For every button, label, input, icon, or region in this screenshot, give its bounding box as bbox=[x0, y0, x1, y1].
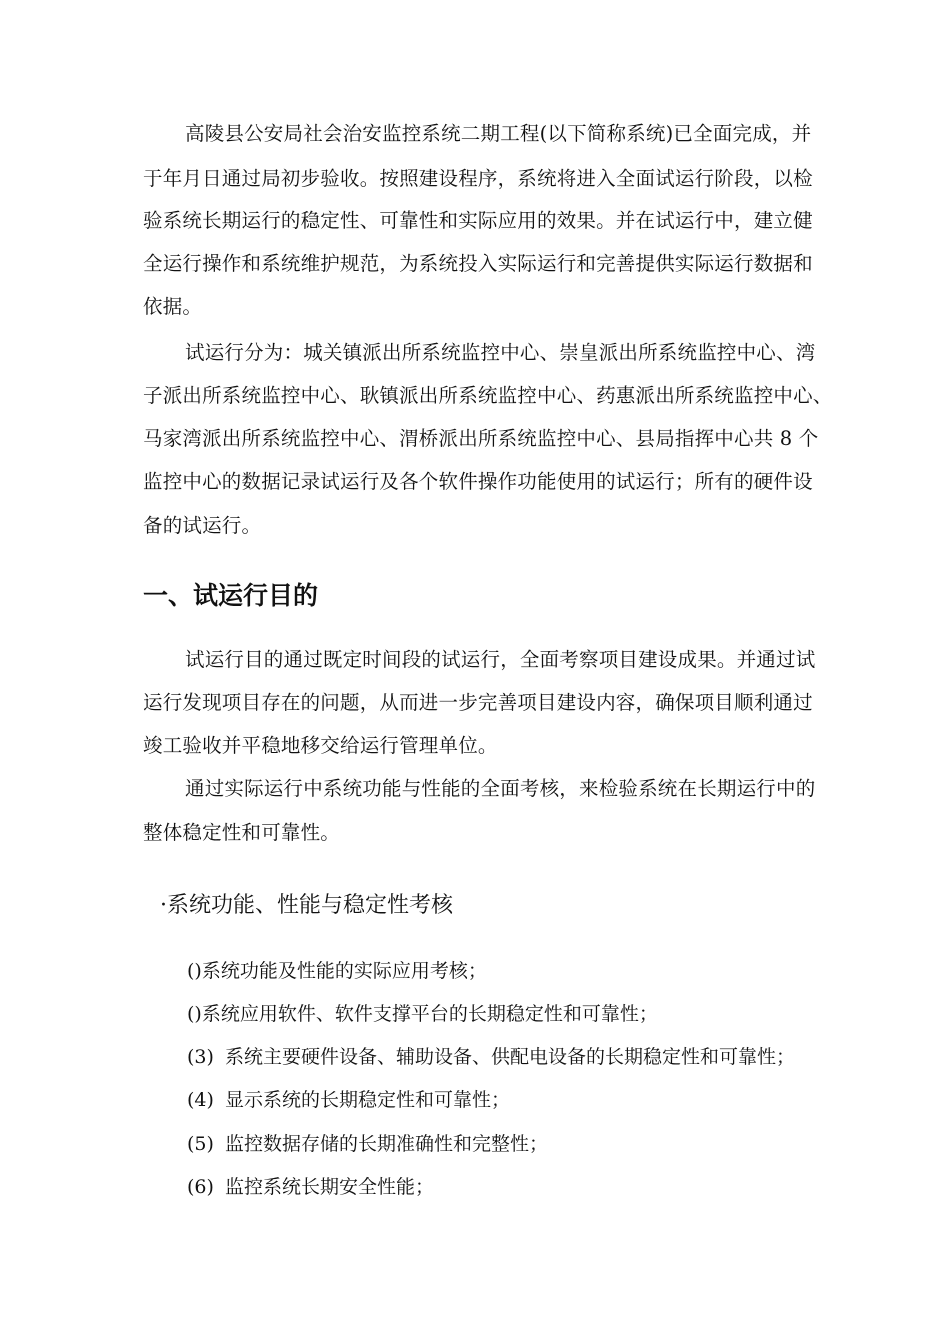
list-item-text: 系统应用软件、软件支撑平台的长期稳定性和可靠性； bbox=[201, 1003, 658, 1025]
list-item-text: 监控数据存储的长期准确性和完整性； bbox=[225, 1133, 549, 1155]
intro-p1-line: 于年月日通过局初步验收。按照建设程序，系统将进入全面试运行阶段，以检 bbox=[143, 167, 813, 190]
list-item bbox=[187, 1131, 548, 1157]
section-p1-line: 竣工验收并平稳地移交给运行管理单位。 bbox=[143, 734, 498, 757]
list-item bbox=[187, 1174, 434, 1200]
list-item bbox=[187, 958, 487, 984]
intro-p1-line: 全运行操作和系统维护规范，为系统投入实际运行和完善提供实际运行数据和 bbox=[143, 252, 813, 275]
list-item-number: (6) bbox=[187, 1176, 214, 1198]
section-p2-line: 通过实际运行中系统功能与性能的全面考核，来检验系统在长期运行中的 bbox=[185, 777, 816, 800]
list-item-text: 显示系统的长期稳定性和可靠性； bbox=[225, 1089, 511, 1111]
intro-p2-line: 试运行分为：城关镇派出所系统监控中心、崇皇派出所系统监控中心、湾 bbox=[185, 341, 816, 364]
subsection-heading: ·系统功能、性能与稳定性考核 bbox=[160, 893, 453, 918]
list-item-text: 监控系统长期安全性能； bbox=[225, 1176, 435, 1198]
list-item-text: 系统主要硬件设备、辅助设备、供配电设备的长期稳定性和可靠性； bbox=[225, 1046, 796, 1068]
intro-p2-line: 子派出所系统监控中心、耿镇派出所系统监控中心、药惠派出所系统监控中心、 bbox=[143, 384, 833, 407]
intro-p2-line: 监控中心的数据记录试运行及各个软件操作功能使用的试运行；所有的硬件设 bbox=[143, 470, 813, 493]
intro-p1-line: 依据。 bbox=[143, 295, 203, 318]
list-item-number: () bbox=[187, 960, 202, 982]
section-p1-line: 试运行目的通过既定时间段的试运行，全面考察项目建设成果。并通过试 bbox=[185, 648, 816, 671]
intro-p1-line: 验系统长期运行的稳定性、可靠性和实际应用的效果。并在试运行中，建立健 bbox=[143, 209, 813, 232]
intro-p1-line: 高陵县公安局社会治安监控系统二期工程(以下简称系统)已全面完成，并 bbox=[185, 122, 812, 145]
list-item bbox=[187, 1044, 795, 1070]
section-heading: 一、试运行目的 bbox=[143, 581, 319, 610]
list-item-number: (4) bbox=[187, 1089, 214, 1111]
section-p1-line: 运行发现项目存在的问题，从而进一步完善项目建设内容，确保项目顺利通过 bbox=[143, 691, 813, 714]
list-item-number: (3) bbox=[187, 1046, 214, 1068]
intro-p2-line: 备的试运行。 bbox=[143, 514, 262, 537]
intro-p2-line: 马家湾派出所系统监控中心、渭桥派出所系统监控中心、县局指挥中心共 8 个 bbox=[143, 427, 819, 450]
list-item-number: (5) bbox=[187, 1133, 214, 1155]
list-item bbox=[187, 1087, 510, 1113]
list-item bbox=[187, 1001, 658, 1027]
list-item-number: () bbox=[187, 1003, 202, 1025]
list-item-text: 系统功能及性能的实际应用考核； bbox=[201, 960, 487, 982]
section-p2-line: 整体稳定性和可靠性。 bbox=[143, 821, 341, 844]
